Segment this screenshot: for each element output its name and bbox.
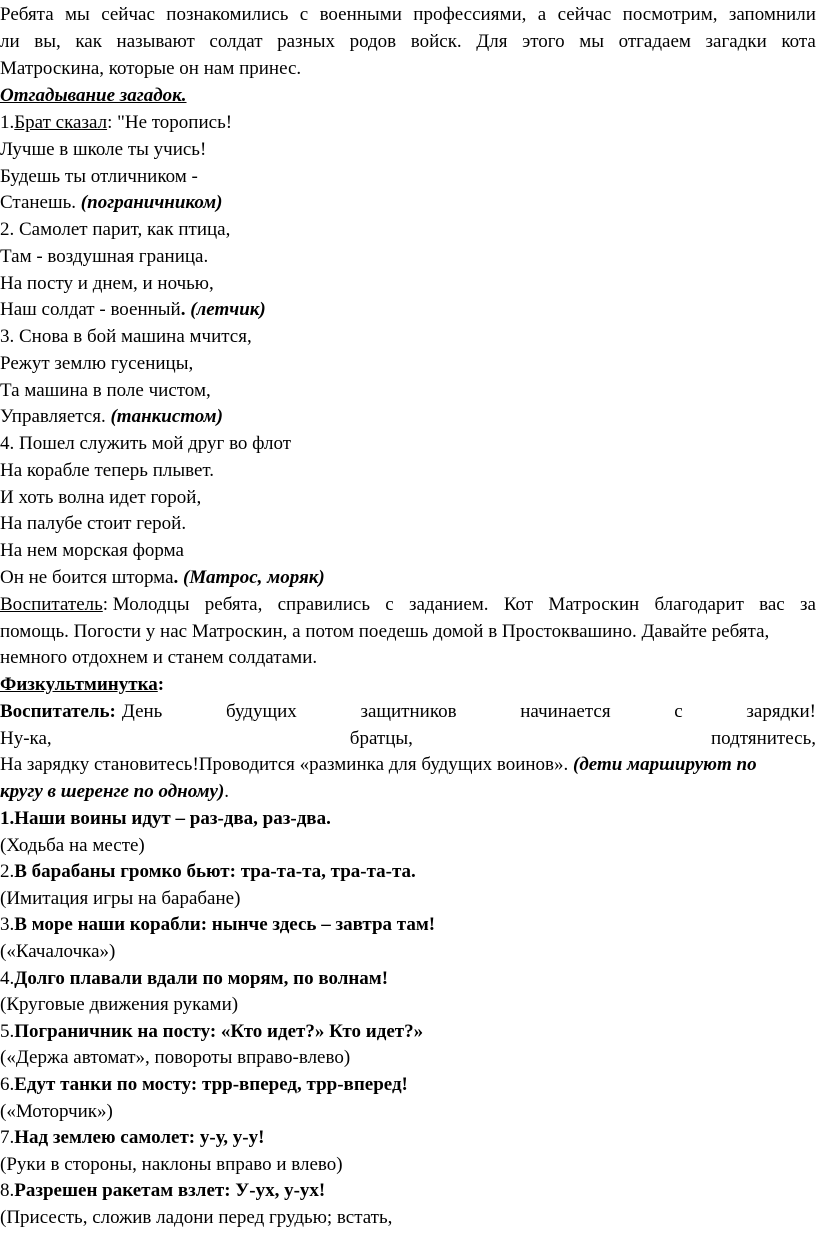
fizminutka-line-1 — [0, 699, 816, 725]
exercise-description: (Имитация игры на барабане) — [0, 887, 241, 909]
exercise-number: 1. — [0, 808, 15, 829]
teacher-word: Кот — [503, 594, 534, 615]
intro-line-2 — [0, 29, 816, 55]
exercise-text: В море наши корабли: нынче здесь – завтра там! — [14, 914, 436, 936]
exercise-text: Над землею самолет: у-у, у-у! — [14, 1127, 265, 1149]
teacher-word: вас — [759, 594, 785, 615]
fizminutka-line-1-text — [122, 699, 816, 725]
intro-word: войск. — [410, 31, 462, 52]
fizminutka-word: зарядки! — [746, 701, 816, 722]
riddle-4-line-3: И хоть волна идет горой, — [0, 487, 202, 508]
exercise-command — [0, 1019, 816, 1045]
teacher-word: ребята, — [204, 594, 263, 615]
teacher-word: с — [385, 594, 394, 615]
teacher-word: благодарит — [654, 594, 744, 615]
riddle-3-line-1: 3. Снова в бой машина мчится, — [0, 326, 252, 347]
exercise-command — [0, 859, 816, 885]
intro-word: называют — [116, 31, 195, 52]
intro-word: Ребята — [0, 4, 54, 25]
riddle-text: Наш солдат - военный — [0, 299, 181, 320]
fizminutka-word: начинается — [520, 701, 611, 722]
riddle-4-line-4: На палубе стоит герой. — [0, 513, 187, 534]
intro-word: военными — [319, 4, 402, 25]
intro-word: ли — [0, 31, 20, 52]
riddle-answer: (Матрос, моряк) — [178, 567, 325, 588]
riddle-2-line-4 — [0, 297, 816, 323]
fizminutka-word: братцы, — [349, 728, 413, 749]
riddle-text: Он не боится шторма — [0, 567, 174, 588]
riddle-3-line-2: Режут землю гусеницы, — [0, 353, 194, 374]
teacher-speaker: Воспитатель — [0, 594, 103, 615]
riddle-dot: . — [180, 299, 186, 320]
intro-word: вы, — [34, 31, 61, 52]
exercise-description: (Ходьба на месте) — [0, 834, 145, 856]
exercise-command — [0, 1072, 816, 1098]
fizminutka-title: Физкультминутка — [0, 674, 158, 695]
teacher-line-3: немного отдохнем и станем солдатами. — [0, 647, 318, 668]
intro-word: Для — [476, 31, 508, 52]
fizminutka-heading — [0, 672, 816, 698]
riddle-text: Станешь. — [0, 192, 81, 213]
teacher-word: Матроскин — [548, 594, 640, 615]
intro-word: профессиями, — [413, 4, 527, 25]
exercise-command — [0, 966, 816, 992]
teacher-line-1-text — [103, 592, 816, 618]
fizminutka-speaker: Воспитатель: — [0, 701, 116, 722]
intro-word: познакомились — [166, 4, 289, 25]
intro-word: посмотрим, — [622, 4, 718, 25]
fizminutka-word: Ну-ка, — [0, 728, 52, 749]
fizminutka-word: подтянитесь, — [711, 728, 816, 749]
riddle-speaker: Брат сказал — [14, 112, 108, 133]
riddle-1-line-3: Будешь ты отличником - — [0, 166, 198, 187]
intro-line-1 — [0, 2, 816, 28]
riddle-4-line-1: 4. Пошел служить мой друг во флот — [0, 433, 292, 454]
exercise-description: («Моторчик») — [0, 1100, 113, 1122]
riddle-1-line-4 — [0, 190, 816, 216]
riddle-text: : "Не торопись! — [107, 112, 233, 133]
fizminutka-colon: : — [157, 674, 165, 695]
intro-word: этого — [522, 31, 565, 52]
intro-word: запомнили — [728, 4, 816, 25]
intro-word: а — [537, 4, 547, 25]
fizminutka-note: кругу в шеренге по одному) — [0, 781, 225, 802]
fizminutka-line-3 — [0, 752, 816, 778]
fizminutka-text: На зарядку становитесь!Проводится «разминка для будущих воинов». — [0, 754, 574, 775]
intro-word: разных — [277, 31, 335, 52]
exercise-description: (Руки в стороны, наклоны вправо и влево) — [0, 1153, 343, 1175]
intro-word: сейчас — [101, 4, 155, 25]
riddle-2-line-3: На посту и днем, и ночью, — [0, 273, 214, 294]
exercise-number: 7. — [0, 1127, 15, 1149]
exercise-text: Разрешен ракетам взлет: У-ух, у-ух! — [14, 1180, 326, 1202]
intro-word: отгадаем — [618, 31, 691, 52]
exercise-text: Едут танки по мосту: трр-вперед, трр-вперед! — [14, 1074, 408, 1095]
fizminutka-word: защитников — [360, 701, 457, 722]
riddle-1-line-1 — [0, 110, 816, 136]
fizminutka-note: (дети маршируют по — [573, 754, 757, 775]
exercise-description: (Присесть, сложив ладони перед грудью; встать, — [0, 1207, 393, 1228]
intro-word: кота — [781, 31, 816, 52]
exercise-number: 2. — [0, 861, 15, 883]
exercise-number: 8. — [0, 1180, 15, 1202]
exercise-text: В барабаны громко бьют: тра-та-та, тра-та-та. — [14, 861, 416, 883]
fizminutka-word: будущих — [226, 701, 297, 722]
exercise-number: 6. — [0, 1074, 15, 1095]
riddle-4-line-6 — [0, 565, 816, 591]
riddle-1-line-2: Лучше в школе ты учись! — [0, 139, 207, 160]
fizminutka-word: с — [674, 701, 683, 722]
fizminutka-line-4 — [0, 779, 816, 805]
exercise-command — [0, 1125, 816, 1151]
riddle-number: 1. — [0, 112, 15, 133]
riddle-4-line-5: На нем морская форма — [0, 540, 184, 561]
riddle-2-line-2: Там - воздушная граница. — [0, 246, 209, 267]
exercise-text: Наши воины идут – раз-два, раз-два. — [14, 808, 331, 829]
teacher-word: заданием. — [408, 594, 489, 615]
riddle-answer: (пограничником) — [80, 192, 223, 213]
fizminutka-word: День — [121, 701, 163, 722]
intro-word: родов — [349, 31, 397, 52]
intro-word: мы — [65, 4, 90, 25]
riddle-3-line-3: Та машина в поле чистом, — [0, 380, 211, 401]
teacher-word: справились — [277, 594, 371, 615]
exercise-text: Долго плавали вдали по морям, по волнам! — [14, 967, 389, 989]
riddles-heading: Отгадывание загадок. — [0, 85, 187, 106]
exercise-description: («Держа автомат», повороты вправо-влево) — [0, 1047, 351, 1069]
exercise-number: 3. — [0, 914, 15, 936]
riddle-4-line-2: На корабле теперь плывет. — [0, 460, 215, 481]
intro-word: как — [75, 31, 102, 52]
exercise-text: Пограничник на посту: «Кто идет?» Кто идет?» — [14, 1020, 424, 1042]
riddle-3-line-4 — [0, 404, 816, 430]
intro-word: загадки — [705, 31, 767, 52]
riddle-dot: . — [173, 567, 179, 588]
riddle-2-line-1: 2. Самолет парит, как птица, — [0, 219, 231, 240]
riddle-text: Управляется. — [0, 406, 111, 427]
fizminutka-line-2 — [0, 726, 816, 752]
teacher-word: за — [799, 594, 816, 615]
exercise-command — [0, 912, 816, 938]
intro-word: солдат — [209, 31, 263, 52]
intro-line-3: Матроскина, которые он нам принес. — [0, 58, 302, 79]
exercise-description: («Качалочка») — [0, 941, 116, 962]
intro-word: сейчас — [557, 4, 612, 25]
exercise-number: 4. — [0, 967, 15, 989]
exercise-command — [0, 1178, 816, 1204]
exercise-command — [0, 806, 816, 832]
riddle-answer: (танкистом) — [110, 406, 223, 427]
intro-word: мы — [579, 31, 604, 52]
exercise-number: 5. — [0, 1020, 15, 1042]
teacher-word: : Молодцы — [102, 594, 190, 615]
exercise-description: (Круговые движения руками) — [0, 994, 239, 1016]
teacher-line-1 — [0, 592, 816, 618]
riddle-answer: (летчик) — [185, 299, 266, 320]
teacher-line-2: помощь. Погости у нас Матроскин, а потом поедешь домой в Простоквашино. Давайте ребята, — [0, 621, 770, 642]
fizminutka-end: . — [224, 781, 230, 802]
intro-word: с — [299, 4, 309, 25]
